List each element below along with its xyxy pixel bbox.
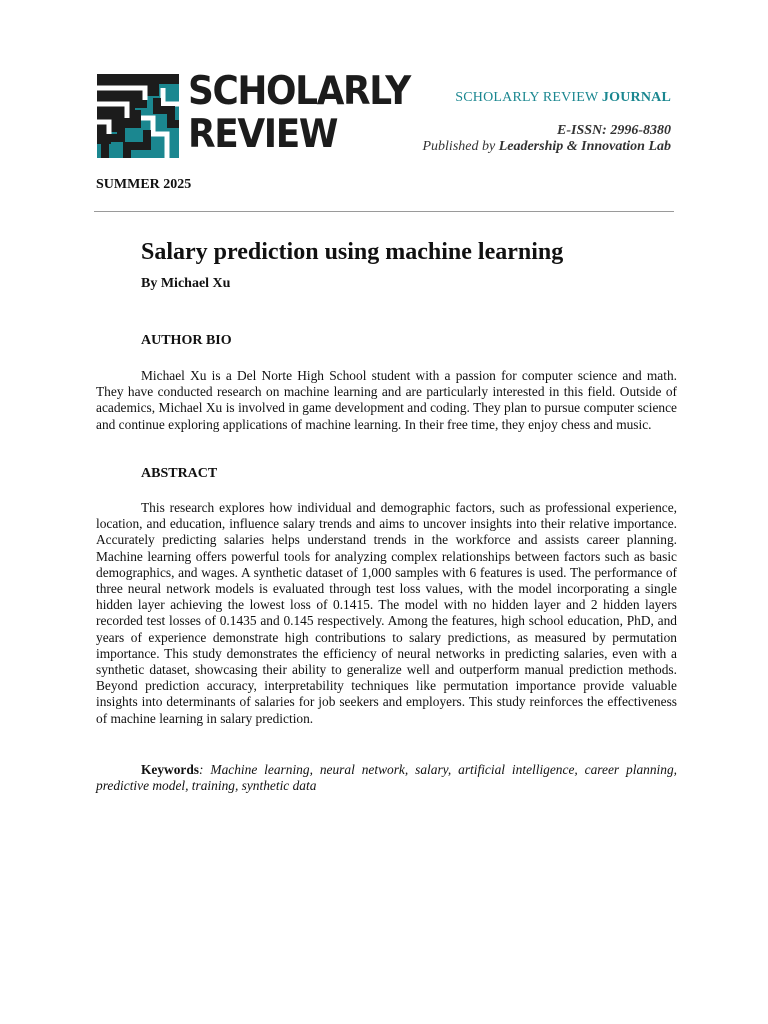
article-title: Salary prediction using machine learning [141, 239, 564, 265]
keywords [96, 762, 677, 794]
journal-wordmark [188, 70, 410, 156]
article-byline: By Michael Xu [141, 276, 231, 291]
abstract-text: This research explores how individual and demographic factors, such as professional experience, location, and education, influence salary trends and aims to uncover insights into their relative importance. Accurately predicting salaries helps understand trends in the workforce and assists career planning. Machine learning offers powerful tools for analyzing complex relationships between factors such as basic demographics, and wages. A synthetic dataset of 1,000 samples with 6 features is used. The performance of three neural network models is evaluated through test loss values, with the model incorporating a single hidden layer achieving the lowest loss of 0.1415. The model with no hidden layer and 2 hidden layers recorded test losses of 0.1435 and 0.145 respectively. Among the features, high school education, PhD, and years of experience demonstrate high contributions to salary predictions, as measured by permutation importance. This study demonstrates the efficiency of neural networks in predicting salaries, even with a synthetic dataset, showcasing their ability to generalize well and outperform manual prediction methods. Beyond prediction accuracy, interpretability techniques like permutation importance provide valuable insights into determinants of salaries for job seekers and employers. This study reinforces the effectiveness of machine learning in salary prediction. [96, 500, 677, 726]
author-bio-text: Michael Xu is a Del Norte High School student with a passion for computer science and math. They have conducted research on machine learning and are particularly interested in this field. Outside of academics, Michael Xu is involved in game development and coding. They plan to pursue computer science and continue exploring applications of machine learning. In their free time, they enjoy chess and music. [96, 368, 677, 432]
keywords-label: Keywords [141, 762, 200, 777]
journal-name: SCHOLARLY REVIEW JOURNAL [455, 90, 671, 105]
wordmark-line-1: SCHOLARLY [188, 69, 410, 114]
issn: E-ISSN: 2996-8380 [557, 123, 671, 138]
publisher: Published by Leadership & Innovation Lab [422, 139, 671, 154]
wordmark-line-2: REVIEW [188, 112, 338, 157]
author-bio-heading: AUTHOR BIO [141, 333, 232, 348]
issue-label: SUMMER 2025 [96, 177, 192, 192]
keywords-list: : Machine learning, neural network, salary, artificial intelligence, career planning, predictive model, training, synthetic data [96, 762, 677, 794]
abstract-heading: ABSTRACT [141, 466, 218, 481]
journal-info [422, 90, 671, 155]
header-divider [94, 211, 674, 212]
maze-logo-icon [97, 74, 179, 158]
